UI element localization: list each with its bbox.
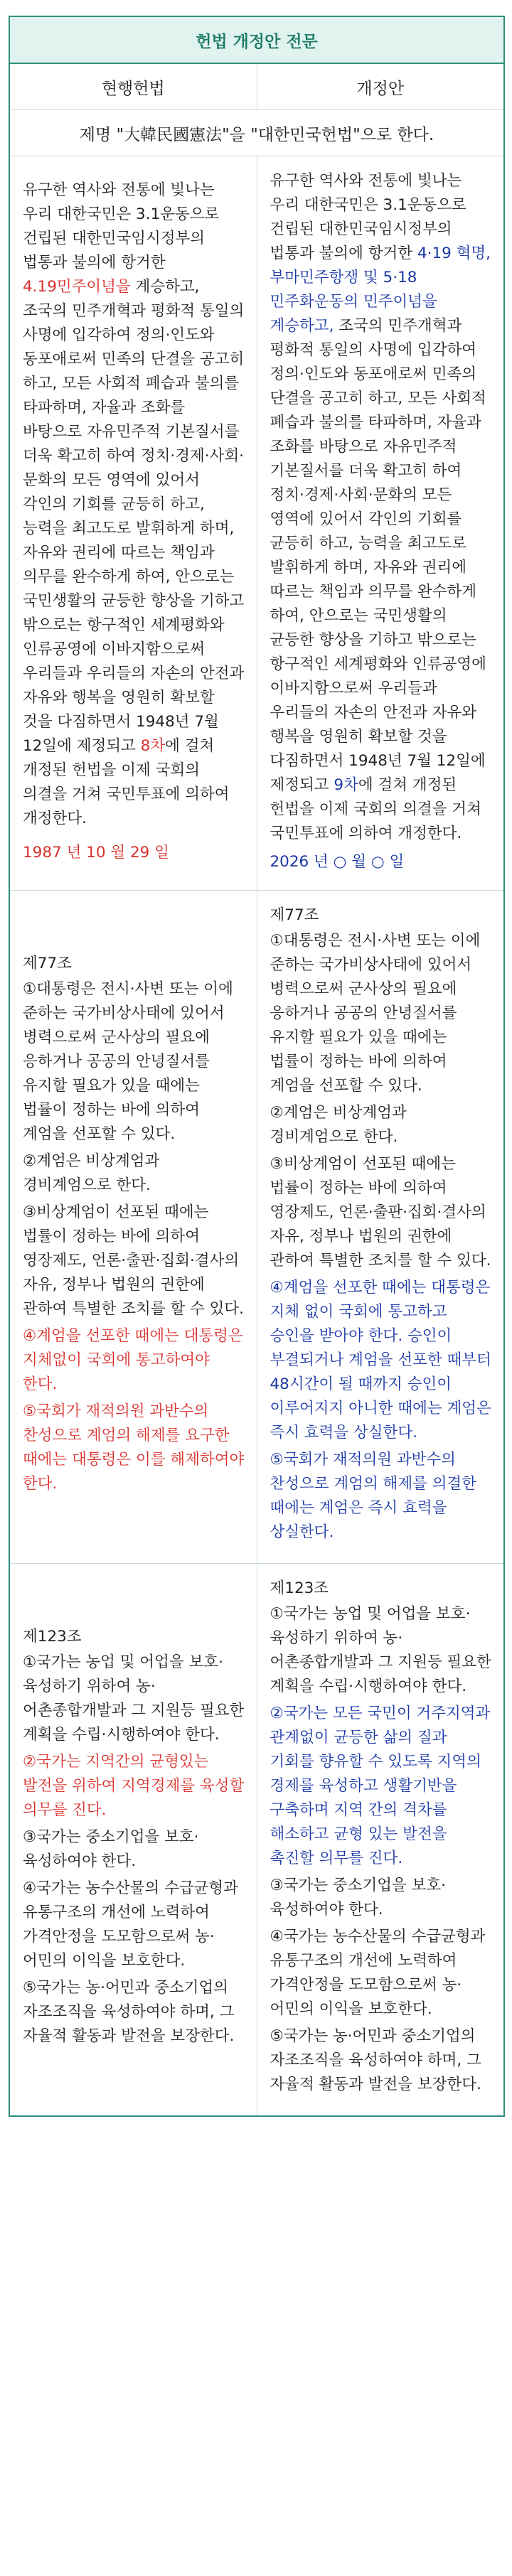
preamble-current-part2: 계승하고, 조국의 민주개혁과 평화적 통일의 사명에 입각하여 정의·인도와 동포애로써 민족의 단결을 공고히 하고, 모든 사회적 폐습과 불의를 타파하며, 자율과 조화를 바탕으로 자유민주적 기본질서를 더욱 확고히 하여 정치·경제·사회·문화의 모든 영역에 있어서 각인의 기회를 균등히 하고, 능력을 최고도로 발휘하게 하며, 자유와 권리에 따르는 책임과 의무를 완수하게 하여, 안으로는 국민생활의 균등한 향상을 기하고 밖으로는 항구적인 세계평화와 인류공영에 이바지함으로써 우리들과 우리들의 자손의 안전과 자유와 행복을 영원히 확보할 것을 다짐하면서 1948년 7월 12일에 제정되고 [23,278,245,755]
preamble-proposed-part1: 유구한 역사와 전통에 빛나는 우리 대한국민은 3.1운동으로 건립된 대한민국임시정부의 법통과 불의에 항거한 [270,172,466,262]
article-123-proposed-clause-2: ②국가는 모든 국민이 거주지역과 관계없이 균등한 삶의 질과 기회를 향유할 수 있도록 지역의 경제를 육성하고 생활기반을 구축하며 지역 간의 격차를 해소하고 균형 있는 발전을 촉진할 의무를 진다. [270,1705,491,1867]
article-123-current-clause-2: ②국가는 지역간의 균형있는 발전을 위하여 지역경제를 육성할 의무를 진다. [23,1753,245,1819]
column-header-proposed: 개정안 [257,63,504,110]
article-123-proposed-clause-1: ①국가는 농업 및 어업을 보호·육성하기 위하여 농·어촌종합개발과 그 지원등 필요한 계획을 수립·시행하여야 한다. [270,1605,491,1695]
constitution-comparison-table [9,16,505,2117]
title-change-note: 제명 "大韓民國憲法"을 "대한민국헌법"으로 한다. [9,110,504,156]
article-77-current-clause-1: ①대통령은 전시·사변 또는 이에 준하는 국가비상사태에 있어서 병력으로써 군사상의 필요에 응하거나 공공의 안녕질서를 유지할 필요가 있을 때에는 법률이 정하는 바에 의하여 계엄을 선포할 수 있다. [23,980,233,1143]
article-123-current-clause-1: ①국가는 농업 및 어업을 보호·육성하기 위하여 농·어촌종합개발과 그 지원등 필요한 계획을 수립·시행하여야 한다. [23,1653,245,1744]
preamble-row [9,156,504,891]
article-77-proposed-title: 제77조 [270,906,319,924]
preamble-current-date: 1987 년 10 월 29 일 [23,844,169,862]
article-123-proposed-clause-3: ③국가는 중소기업을 보호·육성하여야 한다. [270,1877,446,1918]
preamble-proposed-text [270,169,496,846]
article-123-proposed-title: 제123조 [270,1579,329,1597]
article-123-current-clause-3: ③국가는 중소기업을 보호·육성하여야 한다. [23,1828,199,1870]
preamble-proposed-changed: 4·19 혁명, 부마민주항쟁 및 5·18 민주화운동의 민주이념을 계승하고, [270,245,491,335]
preamble-proposed-date: 2026 년 ○ 월 ○ 일 [270,853,405,871]
preamble-proposed-amend-count: 9차 [334,776,358,794]
article-123-row [9,1564,504,2117]
article-77-current-clause-2: ②계엄은 비상계엄과 경비계엄으로 한다. [23,1152,160,1194]
article-77-current [9,891,257,1564]
preamble-current-text [23,178,248,831]
table-title: 헌법 개정안 전문 [9,16,504,63]
preamble-proposed-part3: 에 걸쳐 개정된 헌법을 이제 국회의 의결을 거쳐 국민투표에 의하여 개정한다. [270,776,481,842]
preamble-current-amend-count: 8차 [140,737,166,755]
preamble-proposed-part2: 조국의 민주개혁과 평화적 통일의 사명에 입각하여 정의·인도와 동포애로써 민족의 단결을 공고히 하고, 모든 사회적 폐습과 불의를 타파하며, 자율과 조화를 바탕으로 자유민주적 기본질서를 더욱 확고히 하여 정치·경제·사회·문화의 모든 영역에 있어서 각인의 기회를 균등히 하고, 능력을 최고도로 발휘하게 하며, 자유와 권리에 따르는 책임과 의무를 완수하게 하여, 안으로는 국민생활의 균등한 향상을 기하고 밖으로는 항구적인 세계평화와 인류공영에 이바지함으로써 우리들과 우리들의 자손의 안전과 자유와 행복을 영원히 확보할 것을 다짐하면서 1948년 7월 12일에 제정되고 [270,317,486,794]
article-77-row [9,891,504,1564]
article-77-proposed-clause-4: ④계엄을 선포한 때에는 대통령은 지체 없이 국회에 통고하고 승인을 받아야 한다. 승인이 부결되거나 계엄을 선포한 때부터 48시간이 될 때까지 승인이 이루어지지 아니한 때에는 계엄은 즉시 효력을 상실한다. [270,1279,491,1442]
preamble-current-changed: 4.19민주이념을 [23,278,131,296]
article-77-proposed-clause-5: ⑤국회가 재적의원 과반수의 찬성으로 계엄의 해제를 의결한 때에는 계엄은 즉시 효력을 상실한다. [270,1451,477,1541]
article-77-current-clause-5: ⑤국회가 재적의원 과반수의 찬성으로 계엄의 해제를 요구한 때에는 대통령은 이를 해제하여야 한다. [23,1402,245,1493]
article-123-current [9,1564,257,2117]
article-123-proposed-clause-5: ⑤국가는 농·어민과 중소기업의 자조조직을 육성하여야 하며, 그 자율적 활동과 발전을 보장한다. [270,2027,481,2093]
article-123-current-title: 제123조 [23,1628,82,1646]
article-77-proposed-clause-1: ①대통령은 전시·사변 또는 이에 준하는 국가비상사태에 있어서 병력으로써 군사상의 필요에 응하거나 공공의 안녕질서를 유지할 필요가 있을 때에는 법률이 정하는 바에 의하여 계엄을 선포할 수 있다. [270,932,481,1095]
article-77-current-clause-3: ③비상계엄이 선포된 때에는 법률이 정하는 바에 의하여 영장제도, 언론·출판·집회·결사의 자유, 정부나 법원의 권한에 관하여 특별한 조치를 할 수 있다. [23,1203,245,1318]
preamble-current-part3: 에 걸쳐 개정된 헌법을 이제 국회의 의결을 거쳐 국민투표에 의하여 개정한다. [23,737,230,827]
article-77-proposed [257,891,504,1564]
preamble-current-part1: 유구한 역사와 전통에 빛나는 우리 대한국민은 3.1운동으로 건립된 대한민국임시정부의 법통과 불의에 항거한 [23,181,220,272]
article-77-current-title: 제77조 [23,955,72,972]
article-123-proposed [257,1564,504,2117]
column-header-current: 현행헌법 [9,63,257,110]
preamble-current [9,156,257,891]
article-77-proposed-clause-3: ③비상계엄이 선포된 때에는 법률이 정하는 바에 의하여 영장제도, 언론·출판·집회·결사의 자유, 정부나 법원의 권한에 관하여 특별한 조치를 할 수 있다. [270,1155,491,1270]
preamble-proposed [257,156,504,891]
article-77-current-clause-4: ④계엄을 선포한 때에는 대통령은 지체없이 국회에 통고하여야 한다. [23,1327,243,1393]
article-123-current-clause-5: ⑤국가는 농·어민과 중소기업의 자조조직을 육성하여야 하며, 그 자율적 활동과 발전을 보장한다. [23,1979,235,2045]
article-123-current-clause-4: ④국가는 농수산물의 수급균형과 유통구조의 개선에 노력하여 가격안정을 도모함으로써 농·어민의 이익을 보호한다. [23,1879,238,1970]
article-123-proposed-clause-4: ④국가는 농수산물의 수급균형과 유통구조의 개선에 노력하여 가격안정을 도모함으로써 농·어민의 이익을 보호한다. [270,1928,486,2018]
article-77-proposed-clause-2: ②계엄은 비상계엄과 경비계엄으로 한다. [270,1104,407,1146]
